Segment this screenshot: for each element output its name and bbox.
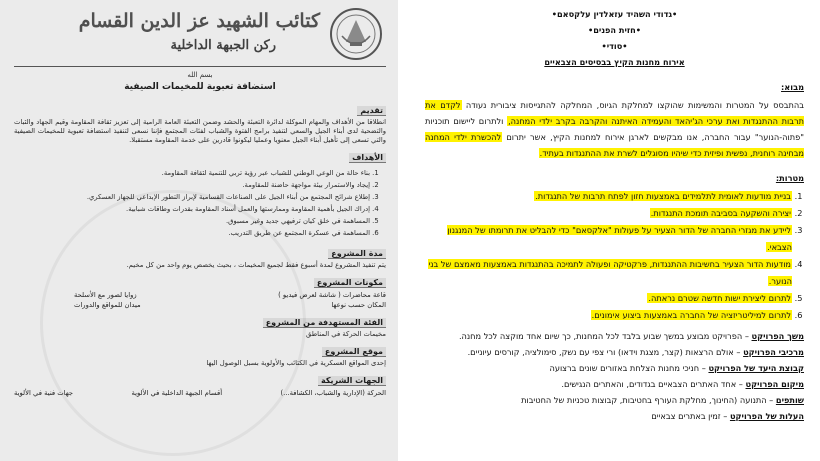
hebrew-intro-label: מבוא:	[781, 82, 804, 92]
hebrew-header-line: •סודי•	[601, 41, 628, 51]
arabic-component: ميدان للمواقع والدورات	[74, 301, 141, 309]
arabic-partner: جهات فنية في الألوية	[14, 389, 74, 397]
basmala: بسم الله	[187, 71, 213, 79]
highlighted-text: לקדם את תרבות ההתנגדות ואת ערכי הג'יהאד והעמידה האיתנה והקרבה בקרב ילדי המחנה,	[425, 100, 804, 126]
unit-name: ركن الجبهة الداخلية	[170, 38, 276, 53]
hebrew-goals-label: מטרות:	[775, 173, 804, 183]
hebrew-doc-title: אירוח מחנות הקיץ בבסיסים הצבאיים	[544, 57, 685, 67]
hebrew-header-line: •חזית הפנים•	[587, 25, 642, 35]
arabic-location-text: إحدى المواقع العسكرية في الكتائب والأولوية بسبل الوصول اليها	[206, 359, 386, 367]
arabic-components-label: مكونات المشروع	[314, 278, 386, 288]
hebrew-kv-row: שותפים – התנועה (החינוך, מחלקת העורף בחטיבות, קבוצות טכניות של החטיבות	[521, 395, 804, 405]
hebrew-goal-item: 4. מודעות הדור הצעיר בחשיבות ההתנגדות, פרקטיקה ופעולה לתמיכה בהתנגדות באמצעות מאמצם של בני הנוער.	[425, 256, 792, 290]
brigade-name: كتائب الشهيد عز الدين القسام	[78, 10, 320, 32]
header-divider	[14, 66, 386, 67]
arabic-partners-label: الجهات الشريكة	[318, 376, 386, 386]
arabic-goal-item: 3. إطلاع شرائح المجتمع من أبناء الجيل على الصناعات القسامية لإبراز التطور الإبداعي للجهاز العسكري.	[14, 191, 370, 203]
hebrew-kv-row: העלות של הפרויקט – זמין באתרים צבאיים	[651, 411, 804, 421]
arabic-goals-label: الأهداف	[349, 153, 386, 163]
arabic-duration-text: يتم تنفيذ المشروع لمدة أسبوع فقط لجميع المخيمات ، بحيث يخصص يوم واحد من كل مخيم.	[126, 261, 386, 269]
hebrew-kv-row: מרכיבי הפרויקט – אולם הרצאות (קצר, מצגת וידאו) ורי צפי עם נשק, סימולציה, קורסים עיוניים.	[467, 347, 804, 357]
hebrew-kv-row: מיקום הפרויקט – אחד האתרים הצבאיים בגדודים, והאתרים הנגישים.	[561, 379, 804, 389]
arabic-goal-item: 1. بناء حالة من الوعي الوطني للشباب عبر رؤية تربي للتنمية لثقافة المقاومة.	[14, 167, 370, 179]
hebrew-translation-document	[405, 0, 820, 461]
arabic-intro-text: انطلاقا من الأهداف والمهام الموكلة لدائرة التعبئة والحشد وضمن التعبئة العامة الرامية إلى تعزيز ثقافة المقاومة وقيم الجهاد والثبات والتضحية لدى أبناء الجيل والسعي لتنفيذ برامج الفتوة والشباب لفئات المجتمع فإننا نسعى لتنفيذ استضافة تعبوية للمخيمات الصيفية والتي تسعى إلى تأهيل أبناء الجيل معنويا وعمليا ليكونوا قادرين على خدمة المقاومة مستقبلا.	[14, 118, 386, 144]
arabic-partner: أقسام الجبهة الداخلية في الألوية	[131, 389, 223, 397]
hebrew-kv-row: משך הפרויקט – הפרויקט מבוצע במשך שבוע בלבד לכל המחנות, כך שיום אחד מוקצה לכל מחנה.	[458, 331, 804, 341]
highlighted-text: להכשרת ילדי המחנה מבחינה רוחנית, נפשית ופיזית כדי שיהיו מסוגלים לשרת את ההתנגדות בעתיד.	[425, 132, 804, 158]
brigade-emblem-icon	[328, 6, 384, 62]
hebrew-goal-item: 2. יצירה והשקעה בסביבה תומכת התנגדות.	[425, 205, 792, 222]
arabic-partner: الحركة (الإدارية والشباب، الكشافة...)	[280, 389, 386, 397]
arabic-letterhead	[14, 4, 386, 64]
hebrew-goal-item: 6. לתרום למיליטריזציה של החברה באמצעות ביצוע אימונים.	[425, 307, 792, 324]
hebrew-goal-item: 3. ליידע את מגזרי החברה של הדור הצעיר על פעולות "אלקסאם" כדי להבליט את תרומתו של המנגנון הצבאי.	[425, 222, 792, 256]
hebrew-goal-item: 1. בניית מודעות לאומית לתלמידים באמצעות חזון לפתח תרבות של התנגדות.	[425, 188, 792, 205]
arabic-target-text: مخيمات الحركة في المناطق	[306, 330, 386, 338]
arabic-component: زوايا لصور مع الأسلحة	[74, 291, 137, 299]
arabic-title: استضافة تعبوية للمخيمات الصيفية	[124, 82, 276, 92]
arabic-component: قاعة محاضرات ( شاشة لعرض فيديو )	[278, 291, 386, 299]
arabic-duration-label: مدة المشروع	[328, 249, 386, 259]
arabic-intro-label: تقديم	[357, 106, 386, 116]
hebrew-goals-list	[425, 188, 804, 324]
watermark-seal	[40, 190, 306, 456]
hebrew-kv-row: קבוצת היעד של הפרויקט – חניכי מחנות הצלחת באזורים שונים ברצועה	[549, 363, 804, 373]
arabic-location-label: موقع المشروع	[322, 347, 386, 357]
hebrew-header-line: •גדודי השהיד עזאלדין עלקסאם•	[551, 9, 678, 19]
arabic-goal-item: 2. إيجاد والاستمرار بيئة مواجهة حاضنة للمقاومة.	[14, 179, 370, 191]
arabic-component: المكان حسب نوعها	[331, 301, 386, 309]
arabic-goal-item: 6. المساهمة في عسكرة المجتمع عن طريق التدريب.	[14, 227, 370, 239]
hebrew-intro-paragraph: בהתבסס על המטרות והמשימות שהוקצו למחלקת הגיוס, המחלקה להתגייסות ציבורית נעודה לקדם את תרבות ההתנגדות ואת ערכי הג'יהאד והעמידה האיתנה והקרבה בקרב ילדי המחנה, ולתרום ליישום תוכניות "פתוה-הנוער" עבור החברה, אנו מבקשים לארגן אירוח למחנות הקיץ, אשר יתרום להכשרת ילדי המחנה מבחינה רוחנית, נפשית ופיזית כדי שיהיו מסוגלים לשרת את ההתנגדות בעתיד.	[425, 100, 805, 158]
arabic-document-scan	[0, 0, 398, 461]
arabic-target-label: الفئة المستهدفة من المشروع	[263, 318, 386, 328]
arabic-goal-item: 4. إدراك الجيل بأهمية المقاومة وممارستها والعمل أسناد المقاومة بقدرات وطاقات شبابية.	[14, 203, 370, 215]
arabic-goal-item: 5. المساهمة في خلق كيان ترفيهي جديد وغير مسبوق.	[14, 215, 370, 227]
hebrew-goal-item: 5. לתרום ליצירת ישות חדשה שטרם נראתה.	[425, 290, 792, 307]
